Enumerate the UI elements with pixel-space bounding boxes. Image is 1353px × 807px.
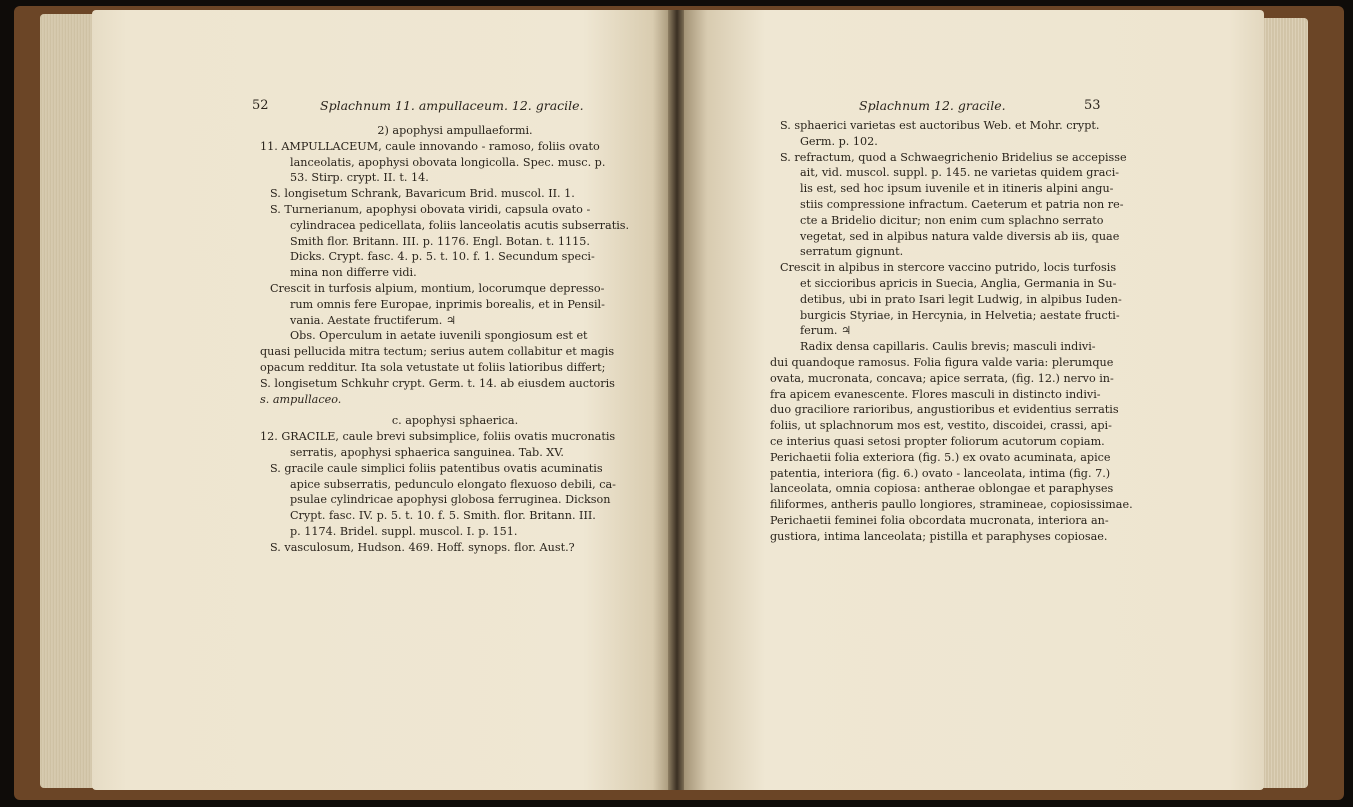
text-line: S. sphaerici varietas est auctoribus Web. et Mohr. crypt. <box>780 119 1100 132</box>
text-line: detibus, ubi in prato Isari legit Ludwig, in alpibus Iuden- <box>800 292 1122 306</box>
text-line: duo graciliore rarioribus, angustioribus et evidentius serratis <box>770 403 1119 417</box>
text-line: p. 1174. Bridel. suppl. muscol. I. p. 151. <box>290 524 518 538</box>
text-line: S. gracile caule simplici foliis patentibus ovatis acuminatis <box>270 461 603 475</box>
text-line: Smith flor. Britann. III. p. 1176. Engl. Botan. t. 1115. <box>290 234 590 248</box>
text-line: Crescit in turfosis alpium, montium, locorumque depresso- <box>270 281 605 295</box>
text-line: Perichaetii feminei folia obcordata mucronata, interiora an- <box>770 513 1109 527</box>
right-page <box>684 10 1264 790</box>
right-text <box>770 118 1190 545</box>
text-line: Perichaetii folia exteriora (fig. 5.) ex ovato acuminata, apice <box>770 450 1111 464</box>
text-line: Crescit in alpibus in stercore vaccino putrido, locis turfosis <box>780 261 1117 275</box>
text-line: psulae cylindricae apophysi globosa ferruginea. Dickson <box>290 493 611 507</box>
page-number: 53 <box>1084 98 1101 113</box>
text-line: patentia, interiora (fig. 6.) ovato - lanceolata, intima (fig. 7.) <box>770 466 1111 480</box>
page-edges-right <box>1262 18 1308 788</box>
text-line: stiis compressione infractum. Caeterum et patria non re- <box>800 197 1124 211</box>
text-line: ferum. ♃ <box>800 324 852 338</box>
text-line: gustiora, intima lanceolata; pistilla et paraphyses copiosae. <box>770 529 1108 543</box>
text-line: 11. AMPULLACEUM, caule innovando - ramoso, foliis ovato <box>260 139 600 153</box>
text-line: Crypt. fasc. IV. p. 5. t. 10. f. 5. Smith. flor. Britann. III. <box>290 509 596 523</box>
text-line: vegetat, sed in alpibus natura valde diversis ab iis, quae <box>800 229 1120 243</box>
text-line: quasi pellucida mitra tectum; serius autem collabitur et magis <box>260 345 615 359</box>
left-text <box>260 123 650 556</box>
text-line: S. longisetum Schkuhr crypt. Germ. t. 14. ab eiusdem auctoris <box>260 376 615 390</box>
running-head: Splachnum 12. gracile. <box>859 98 1006 113</box>
text-line: ait, vid. muscol. suppl. p. 145. ne varietas quidem graci- <box>800 166 1120 180</box>
text-line: lanceolata, omnia copiosa: antherae oblongae et paraphyses <box>770 482 1114 496</box>
running-head: Splachnum 11. ampullaceum. 12. gracile. <box>320 98 584 113</box>
text-line: S. longisetum Schrank, Bavaricum Brid. muscol. II. 1. <box>270 187 575 201</box>
text-line: serratum gignunt. <box>800 245 904 259</box>
page-number: 52 <box>252 98 269 113</box>
text-line: et siccioribus apricis in Suecia, Anglia, Germania in Su- <box>800 276 1117 290</box>
text-line: Radix densa capillaris. Caulis brevis; masculi indivi- <box>800 340 1096 354</box>
section-heading: c. apophysi sphaerica. <box>391 414 519 428</box>
text-line: 53. Stirp. crypt. II. t. 14. <box>290 171 429 185</box>
text-line: Dicks. Crypt. fasc. 4. p. 5. t. 10. f. 1. Secundum speci- <box>290 250 595 264</box>
text-line: 12. GRACILE, caule brevi subsimplice, foliis ovatis mucronatis <box>260 430 616 444</box>
text-line: dui quandoque ramosus. Folia figura valde varia: plerumque <box>770 355 1114 369</box>
text-line: s. ampullaceo. <box>260 392 342 406</box>
text-line: serratis, apophysi sphaerica sanguinea. Tab. XV. <box>290 445 564 459</box>
text-line: Germ. p. 102. <box>800 134 878 148</box>
text-line: mina non differre vidi. <box>290 266 417 280</box>
text-line: ovata, mucronata, concava; apice serrata, (fig. 12.) nervo in- <box>770 371 1114 385</box>
text-line: vania. Aestate fructiferum. ♃ <box>290 313 456 327</box>
text-line: Obs. Operculum in aetate iuvenili spongiosum est et <box>290 329 588 343</box>
text-line: S. refractum, quod a Schwaegrichenio Bridelius se accepisse <box>780 150 1127 164</box>
left-page <box>92 10 670 790</box>
text-line: foliis, ut splachnorum mos est, vestito, discoidei, crassi, api- <box>770 419 1112 433</box>
page-edges-left <box>40 14 96 788</box>
text-line: cte a Bridelio dicitur; non enim cum splachno serrato <box>800 213 1104 227</box>
section-heading: 2) apophysi ampullaeformi. <box>377 124 533 137</box>
text-line: ce interius quasi setosi propter foliorum acutorum copiam. <box>770 434 1105 448</box>
text-line: opacum redditur. Ita sola vetustate ut foliis latioribus differt; <box>260 360 606 374</box>
text-line: cylindracea pedicellata, foliis lanceolatis acutis subserratis. <box>290 218 630 232</box>
text-line: S. Turnerianum, apophysi obovata viridi, capsula ovato - <box>270 202 591 216</box>
text-line: lis est, sed hoc ipsum iuvenile et in itineris alpini angu- <box>800 182 1114 196</box>
text-line: burgicis Styriae, in Hercynia, in Helvetia; aestate fructi- <box>800 308 1120 322</box>
text-line: rum omnis fere Europae, inprimis borealis, et in Pensil- <box>290 297 605 311</box>
text-line: fra apicem evanescente. Flores masculi in distincto indivi- <box>770 387 1101 401</box>
text-line: S. vasculosum, Hudson. 469. Hoff. synops. flor. Aust.? <box>270 540 575 554</box>
text-line: lanceolatis, apophysi obovata longicolla. Spec. musc. p. <box>290 155 606 169</box>
text-line: filiformes, antheris paullo longiores, stramineae, copiosissimae. <box>770 498 1133 512</box>
text-line: apice subserratis, pedunculo elongato flexuoso debili, ca- <box>290 477 616 491</box>
